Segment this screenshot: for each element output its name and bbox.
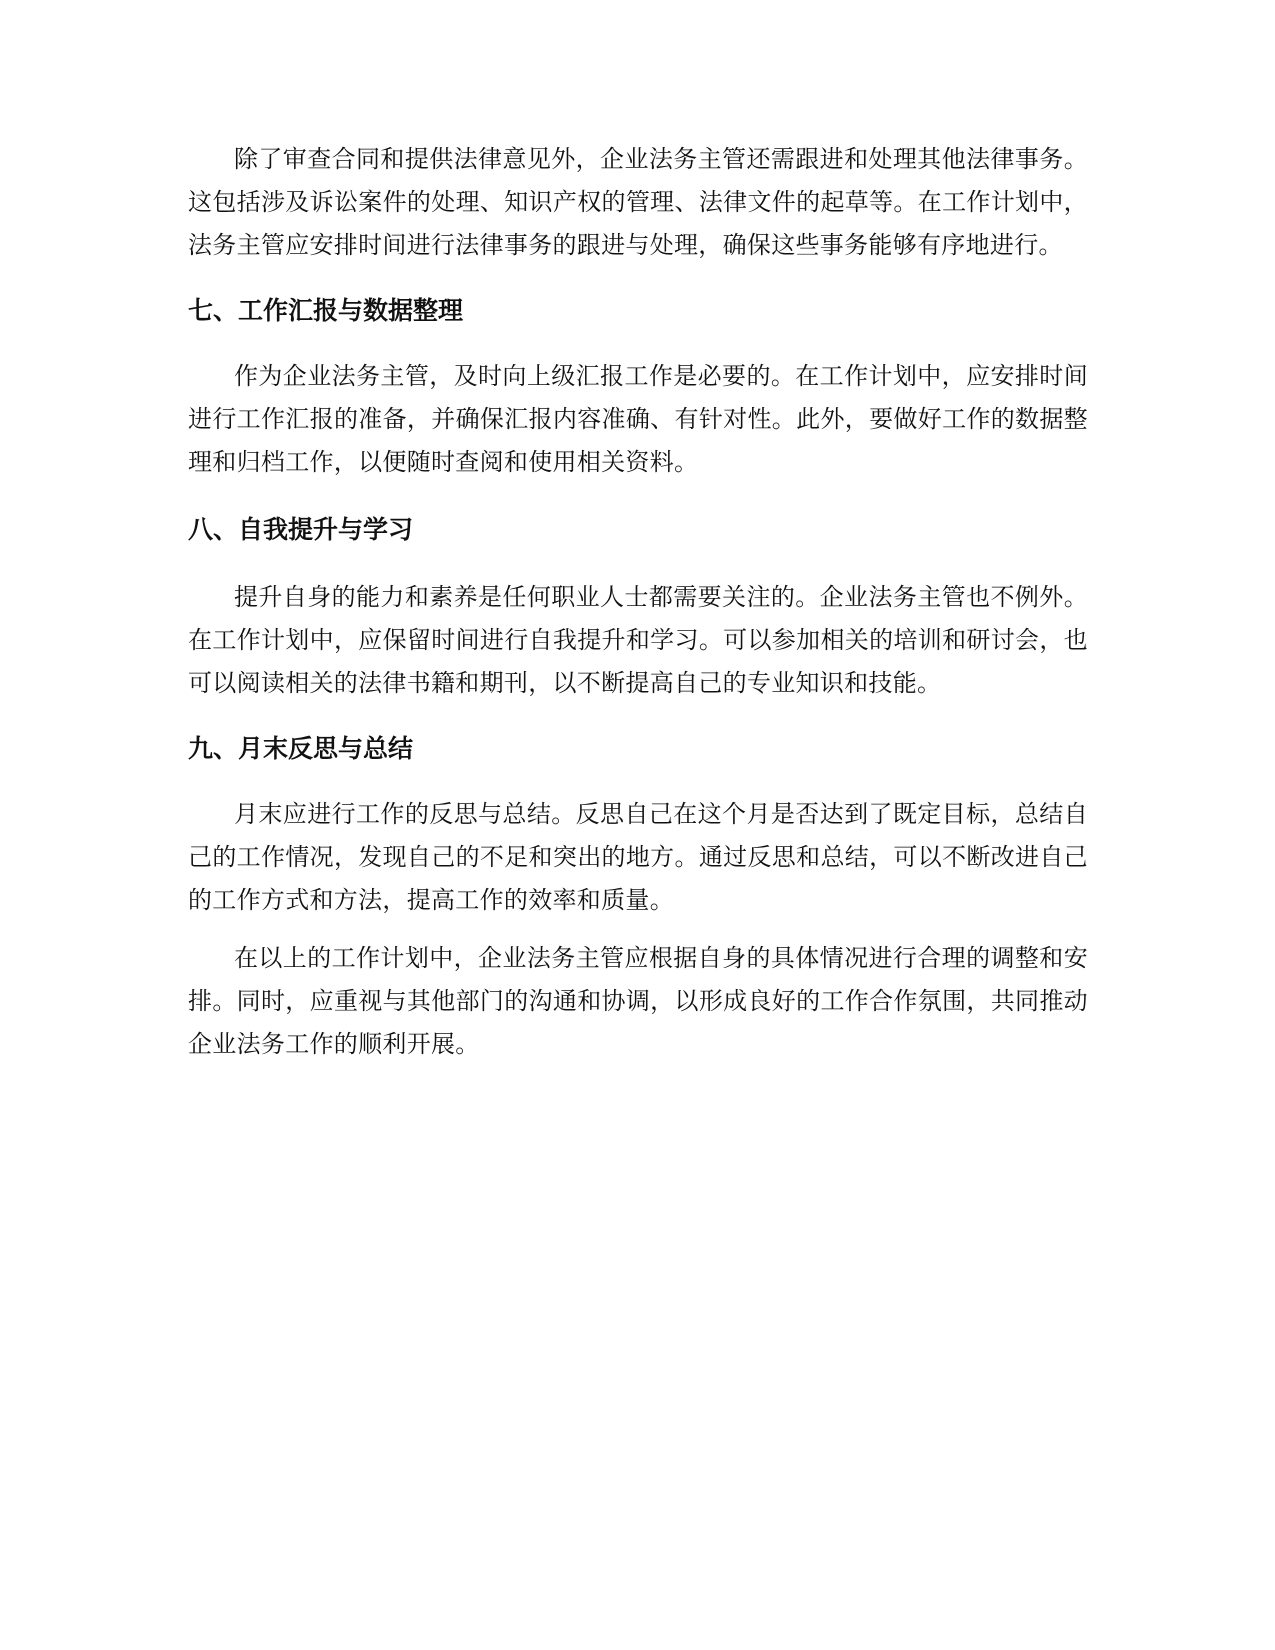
section-7-body: 作为企业法务主管，及时向上级汇报工作是必要的。在工作计划中，应安排时间进行工作汇报的准备，并确保汇报内容准确、有针对性。此外，要做好工作的数据整理和归档工作，以便随时查阅和使用相关资料。 — [188, 362, 1088, 476]
paragraph-intro: 除了审查合同和提供法律意见外，企业法务主管还需跟进和处理其他法律事务。这包括涉及诉讼案件的处理、知识产权的管理、法律文件的起草等。在工作计划中，法务主管应安排时间进行法律事务的跟进与处理，确保这些事务能够有序地进行。 — [188, 145, 1088, 259]
document-page — [188, 138, 1088, 1066]
paragraph-closing: 在以上的工作计划中，企业法务主管应根据自身的具体情况进行合理的调整和安排。同时，应重视与其他部门的沟通和协调，以形成良好的工作合作氛围，共同推动企业法务工作的顺利开展。 — [188, 944, 1088, 1058]
section-8-body: 提升自身的能力和素养是任何职业人士都需要关注的。企业法务主管也不例外。在工作计划中，应保留时间进行自我提升和学习。可以参加相关的培训和研讨会，也可以阅读相关的法律书籍和期刊，以不断提高自己的专业知识和技能。 — [188, 583, 1088, 697]
section-9-heading: 九、月末反思与总结 — [188, 734, 414, 763]
section-7-heading: 七、工作汇报与数据整理 — [188, 296, 464, 325]
section-9-body: 月末应进行工作的反思与总结。反思自己在这个月是否达到了既定目标，总结自己的工作情况，发现自己的不足和突出的地方。通过反思和总结，可以不断改进自己的工作方式和方法，提高工作的效率和质量。 — [188, 800, 1088, 914]
section-8-heading: 八、自我提升与学习 — [188, 515, 414, 544]
